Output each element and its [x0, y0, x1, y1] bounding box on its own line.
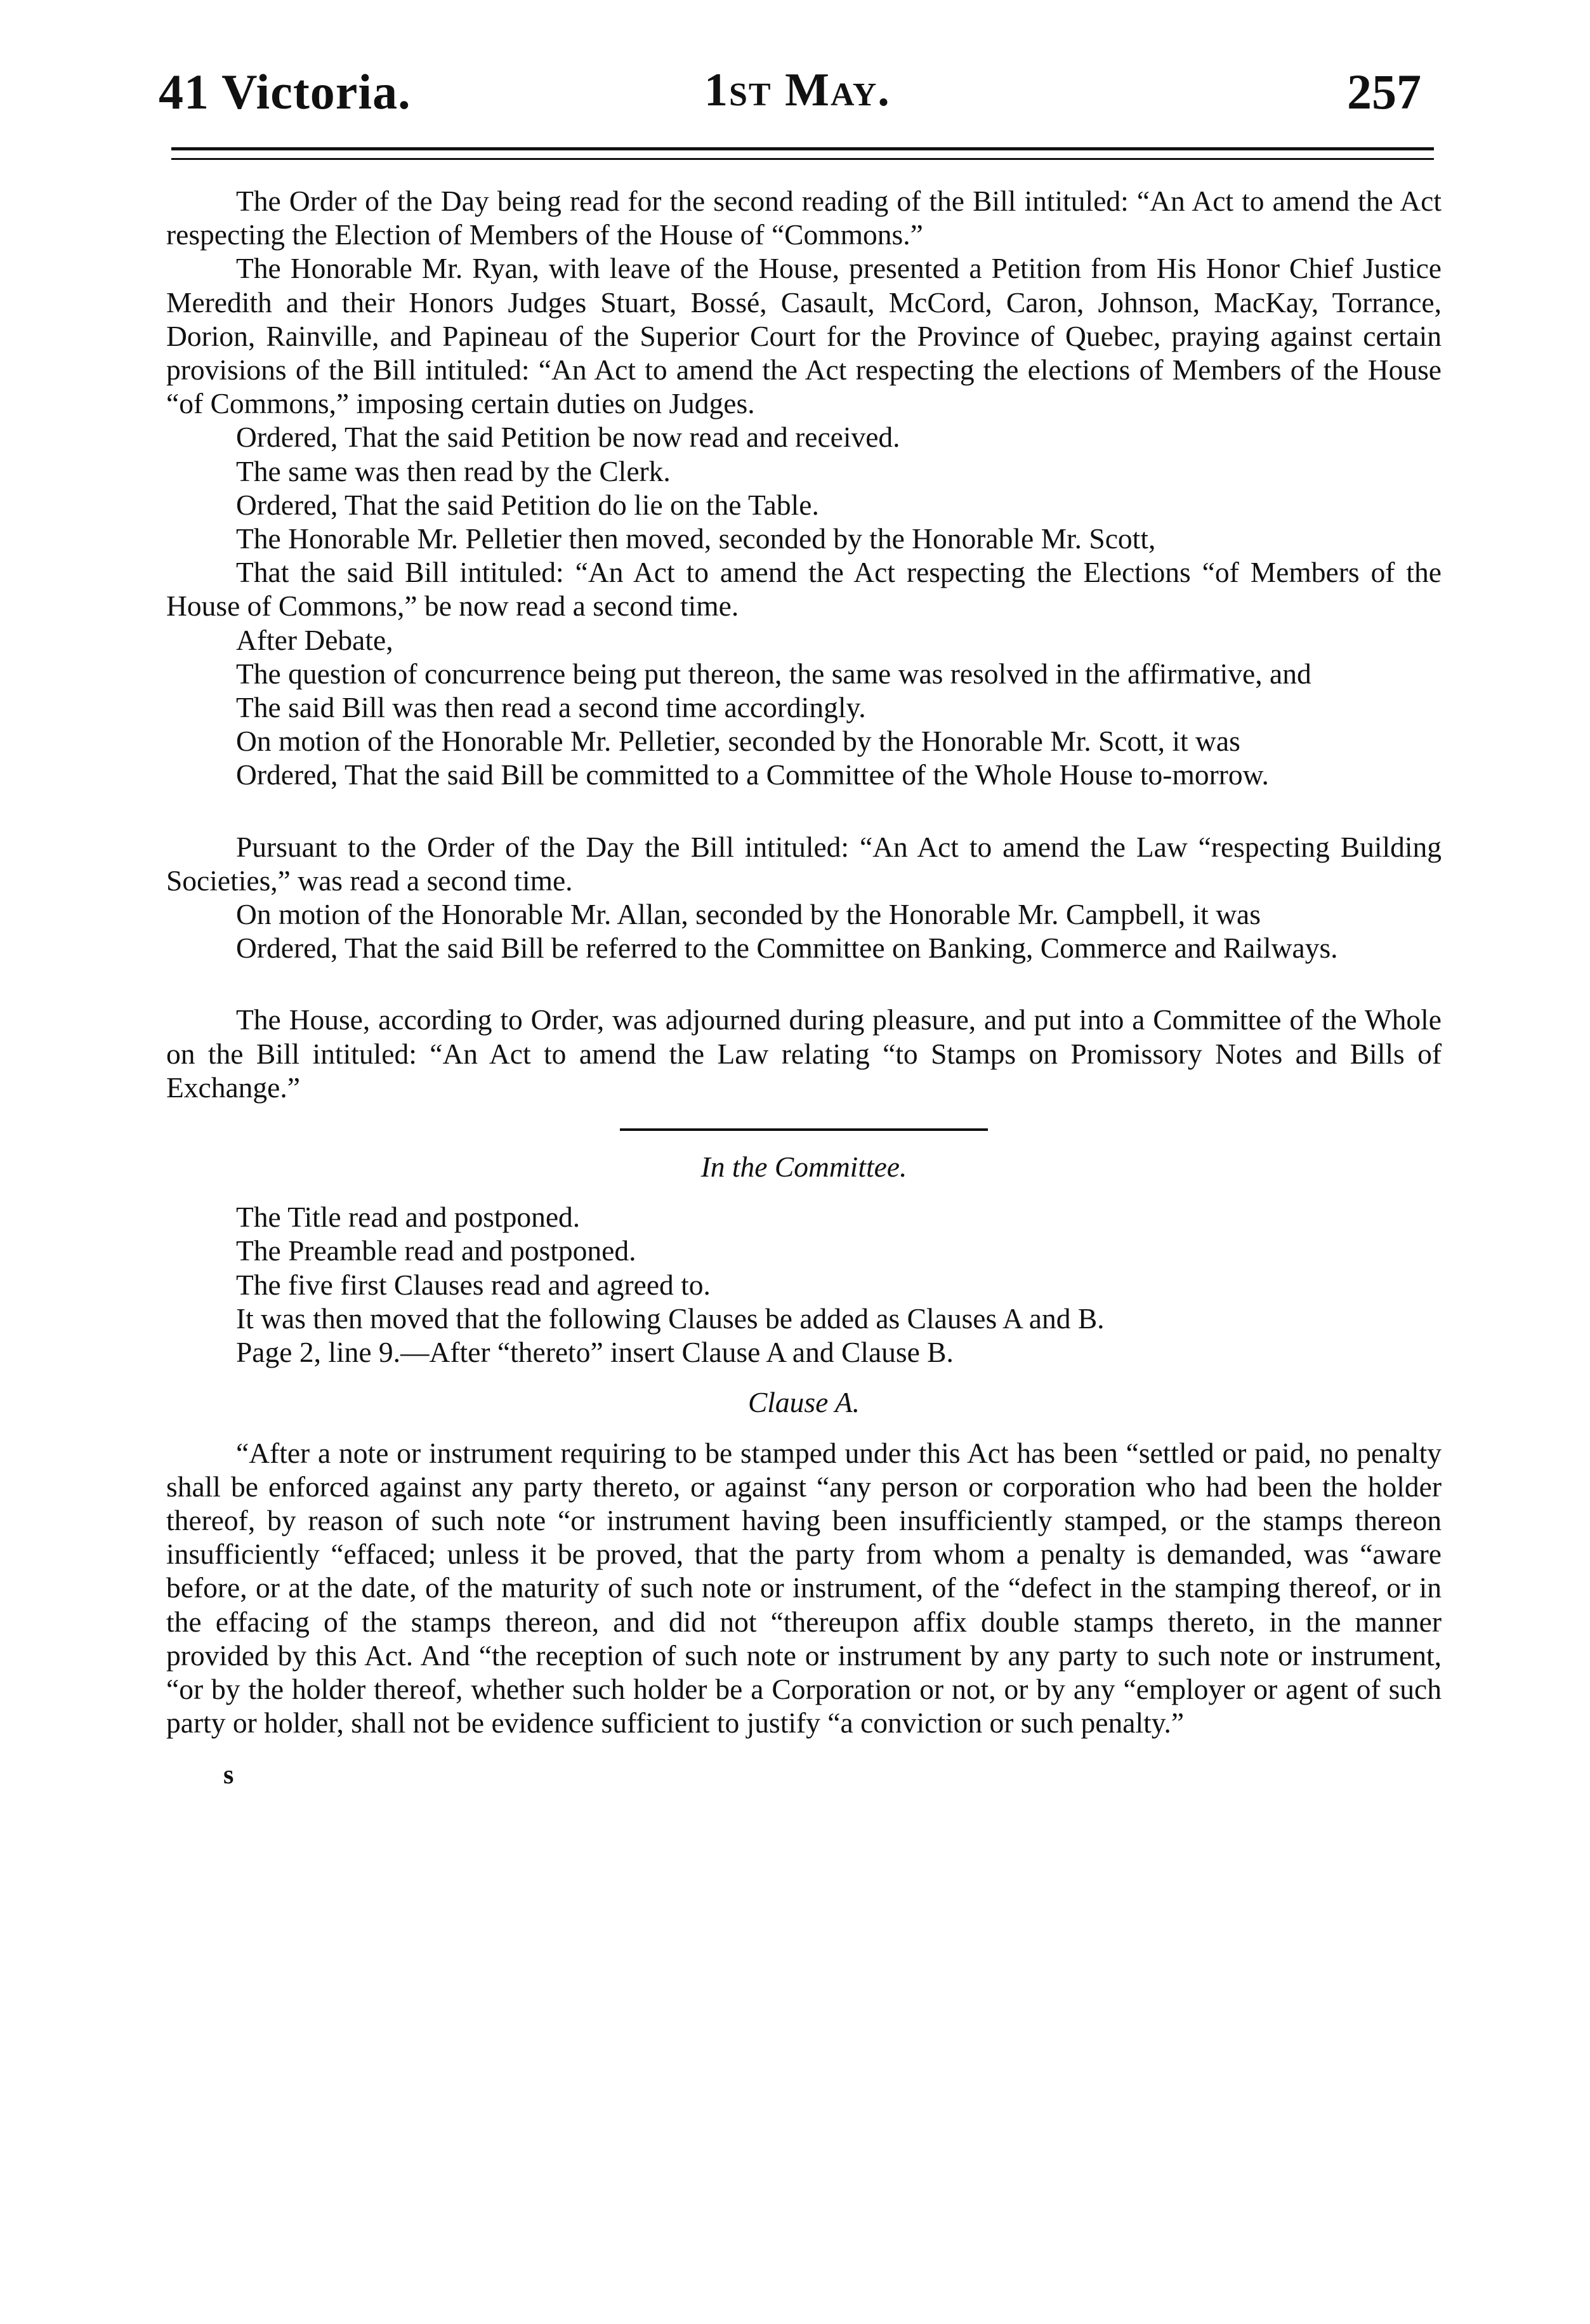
paragraph: The question of concurrence being put thereon, the same was resolved in the affirmative, and — [236, 657, 1311, 690]
paragraph: Pursuant to the Order of the Day the Bill intituled: “An Act to amend the Law “respecting Building Societies,” was read a second time. — [166, 830, 1442, 897]
paragraph: After Debate, — [236, 623, 393, 656]
committee-line: Page 2, line 9.—After “thereto” insert Clause A and Clause B. — [236, 1336, 954, 1369]
paragraph: The Order of the Day being read for the second reading of the Bill intituled: “An Act to amend the Act respecting the Election of Members of the House of “Commons.” — [166, 185, 1442, 251]
signature-mark: s — [223, 1760, 234, 1790]
paragraph: On motion of the Honorable Mr. Allan, seconded by the Honorable Mr. Campbell, it was — [236, 898, 1261, 931]
paragraph: On motion of the Honorable Mr. Pelletier, seconded by the Honorable Mr. Scott, it was — [236, 725, 1240, 758]
paragraph: The House, according to Order, was adjourned during pleasure, and put into a Committee of the Whole on the Bill intituled: “An Act to amend the Law relating “to Stamps on Promissory Notes and Bills of Exchange.” — [166, 1003, 1442, 1104]
section-gap — [166, 1184, 1442, 1200]
paragraph: Ordered, That the said Petition do lie on the Table. — [236, 488, 819, 521]
section-gap — [166, 1420, 1442, 1436]
clause-text: “After a note or instrument requiring to be stamped under this Act has been “settled or paid, no penalty shall be enforced against any party thereto, or against “any person or corporation who had been the holder thereof, by reason of such note “or instrument having been insufficiently stamped, or the stamps thereon insufficiently “effaced; unless it be proved, that the party from whom a penalty is demanded, was “aware before, or at the date, of the maturity of such note or instrument, of the “defect in the stamping thereof, or in the effacing of the stamps thereon, and did not “thereupon affix double stamps thereto, in the manner provided by this Act. And “the reception of such note or instrument by any party to such note or instrument, “or by the holder thereof, whether such holder be a Corporation or not, or by any “employer or agent of such party or holder, shall not be evidence sufficient to justify “a conviction or such penalty.” — [166, 1436, 1442, 1740]
page-body — [166, 184, 1442, 1793]
paragraph: Ordered, That the said Bill be referred to the Committee on Banking, Commerce and Railways. — [236, 932, 1338, 965]
page-header — [146, 63, 1428, 133]
header-page-number: 257 — [1347, 64, 1421, 119]
paragraph: The said Bill was then read a second time accordingly. — [236, 691, 866, 724]
committee-line: It was then moved that the following Clauses be added as Clauses A and B. — [236, 1302, 1105, 1335]
committee-line: The Title read and postponed. — [236, 1201, 581, 1234]
paragraph: Ordered, That the said Bill be committed to a Committee of the Whole House to-morrow. — [236, 758, 1269, 791]
paragraph: The same was then read by the Clerk. — [236, 454, 671, 487]
section-gap — [166, 1369, 1442, 1385]
section-gap — [166, 792, 1442, 830]
section-gap — [166, 965, 1442, 1003]
header-date: 1st May. — [704, 64, 891, 116]
paragraph: Ordered, That the said Petition be now read and received. — [236, 421, 900, 454]
paragraph: The Honorable Mr. Pelletier then moved, seconded by the Honorable Mr. Scott, — [236, 522, 1156, 555]
paragraph: The Honorable Mr. Ryan, with leave of the House, presented a Petition from His Honor Chief Justice Meredith and their Honors Judges Stuart, Bossé, Casault, McCord, Caron, Johnson, MacKay, Torrance, Dorion, Rainville, and Papineau of the Superior Court for the Province of Quebec, praying against certain provisions of the Bill intituled: “An Act to amend the Act respecting the elections of Members of the House “of Commons,” imposing certain duties on Judges. — [166, 252, 1442, 420]
header-rule — [171, 147, 1434, 160]
paragraph: That the said Bill intituled: “An Act to amend the Act respecting the Elections “of Members of the House of Commons,” be now read a second time. — [166, 556, 1442, 623]
clause-heading: Clause A. — [747, 1386, 860, 1419]
header-session: 41 Victoria. — [159, 64, 411, 119]
committee-heading: In the Committee. — [700, 1151, 907, 1184]
committee-line: The Preamble read and postponed. — [236, 1234, 636, 1267]
committee-rule — [620, 1128, 988, 1131]
committee-line: The five first Clauses read and agreed to. — [236, 1268, 711, 1301]
